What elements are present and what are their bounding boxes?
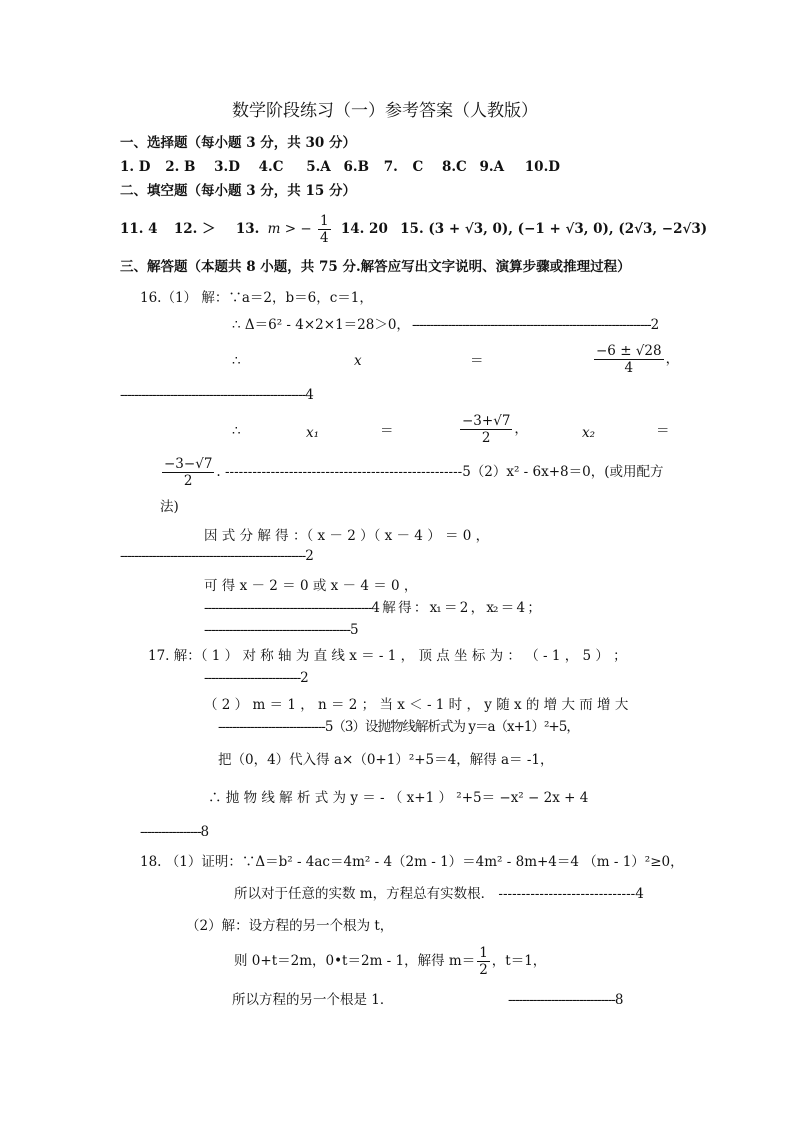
q18-line-3: （2）解：设方程的另一个根为 t， [186,918,394,934]
q17-line-1: 17. 解：（ 1 ） 对 称 轴 为 直 线 x ＝ - 1 ， 顶 点 坐 标 为 ： （ - 1 ， 5 ） ； [148,648,627,664]
choice-answer: 8.C [441,159,467,175]
fraction-denominator: 4 [319,230,329,246]
q16-solutions: -----------------------------------------------4 解 得 ： x₁ ＝ 2 ， x₂ ＝ 4 ； [204,600,540,616]
q18-line-4 [234,945,546,978]
q17-line-6: ∴ 抛 物 线 解 析 式 为 y ＝ - （ x+1 ） ²+5＝ −x² − 2x + 4 [208,790,589,806]
fill-answers-row [120,212,707,246]
q16-score-5b: -----------------------------------------5 [204,622,358,638]
q16-score-5-and-part2: . ----------------------------------------------------5（2）x² - 6x+8＝0，(或用配方 [216,464,664,480]
q16-score-2: -------------------------------------------------------------------2 [412,317,659,333]
choice-answer: 5.A [306,159,331,175]
equals-sign: ＝ [380,423,394,439]
fraction-denominator: 2 [481,430,491,446]
fraction-numerator: −3−√7 [164,456,213,472]
q16-factorization: 因 式 分 解 得 ：（ x － 2 ）（ x － 4 ） ＝ 0 ， [204,528,490,544]
section-3-heading: 三、解答题（本题共 8 小题，共 75 分.解答应写出文字说明、演算步骤或推理过程） [120,259,631,275]
q17-score-8: -----------------8 [140,824,209,840]
root-x2-line [160,456,664,489]
q16-method-note: 法) [160,499,179,515]
section-2-heading: 二、填空题（每小题 3 分，共 15 分） [120,183,356,199]
q18-line-1: 18. （1）证明：∵Δ＝b² - 4ac＝4m² - 4（2m - 1）＝4m² - 8m+4＝4 （m - 1）²≥0， [140,854,684,870]
comma: ， [665,351,680,367]
q16-score-4: ----------------------------------------------------4 [120,387,313,403]
choice-answer: 10.D [524,159,560,175]
fill-answer-11: 11. 4 [120,221,158,237]
q18-score-8: ------------------------------8 [508,992,623,1008]
q16-line-1: 16.（1） 解：∵a＝2，b＝6，c＝1， [140,290,373,306]
fill-answer-12: 12. ＞ [173,221,216,237]
section-1-heading: 一、选择题（每小题 3 分，共 30 分） [120,135,356,151]
q18-line-4-tail: ，t＝1， [491,953,547,969]
page-title: 数学阶段练习（一）参考答案（人教版） [232,101,538,121]
variable-x2: x₂ [582,425,596,441]
q17-score-2: ---------------------------2 [204,670,308,686]
equals-sign: ＝ [470,353,484,369]
fill-answer-15: 15. (3 + √3, 0), (−1 + √3, 0), (2√3, −2√3) [400,221,708,237]
fill-answer-14: 14. 20 [340,221,388,237]
root-x1-fraction [458,413,528,446]
q16-line-2: ∴ Δ＝6² - 4×2×1＝28＞0， [232,317,410,333]
fraction-denominator: 2 [183,473,193,489]
choice-answer: 7. [383,159,398,175]
fraction-numerator: 1 [479,945,488,961]
fraction-denominator: 4 [624,360,634,376]
fraction-numerator: −3+√7 [462,413,511,429]
variable-x: x [354,353,362,369]
q18-line-5: 所以方程的另一个根是 1． [232,992,394,1008]
choice-answer: C [412,159,424,175]
fraction-denominator: 2 [479,962,488,978]
fill-answer-13-relation: m > − [267,221,312,237]
quadratic-root-fraction [592,343,679,376]
variable-x1: x₁ [306,425,320,441]
choice-answer: 2. B [165,159,196,175]
choice-answer: 1. D [120,159,151,175]
choice-answer: 9.A [479,159,505,175]
choice-answer: 6.B [343,159,369,175]
q18-line-2: 所以对于任意的实数 m，方程总有实数根． ------------------------------4 [234,886,644,902]
choice-answer: 3.D [214,159,240,175]
comma: ， [514,421,528,437]
q17-line-4: ------------------------------5（3）设抛物线解析式为 y＝a（x+1）²+5， [218,719,579,735]
therefore-symbol: ∴ [232,353,241,369]
fraction-numerator: 1 [319,213,329,229]
q16-score-2b: ----------------------------------------------------2 [120,548,313,564]
q17-line-3: （ 2 ） m ＝ 1 ， n ＝ 2 ； 当 x ＜ - 1 时 ， y 随 x 的 增 大 而 增 大 [204,697,629,713]
q18-line-4-text: 则 0+t＝2m，0•t＝2m - 1，解得 m＝ [234,953,476,969]
choice-answer: 4.C [258,159,284,175]
fill-answer-13-label: 13. [235,221,260,237]
fraction-numerator: −6 ± √28 [596,343,662,359]
therefore-symbol: ∴ [232,423,241,439]
choice-answers-row [120,158,560,176]
fraction-one-quarter [318,213,331,246]
q17-line-5: 把（0，4）代入得 a×（0+1）²+5＝4，解得 a＝ -1， [218,752,554,768]
equals-sign: ＝ [656,423,670,439]
q16-linear-factors: 可 得 x － 2 ＝ 0 或 x － 4 ＝ 0 ， [204,578,418,594]
